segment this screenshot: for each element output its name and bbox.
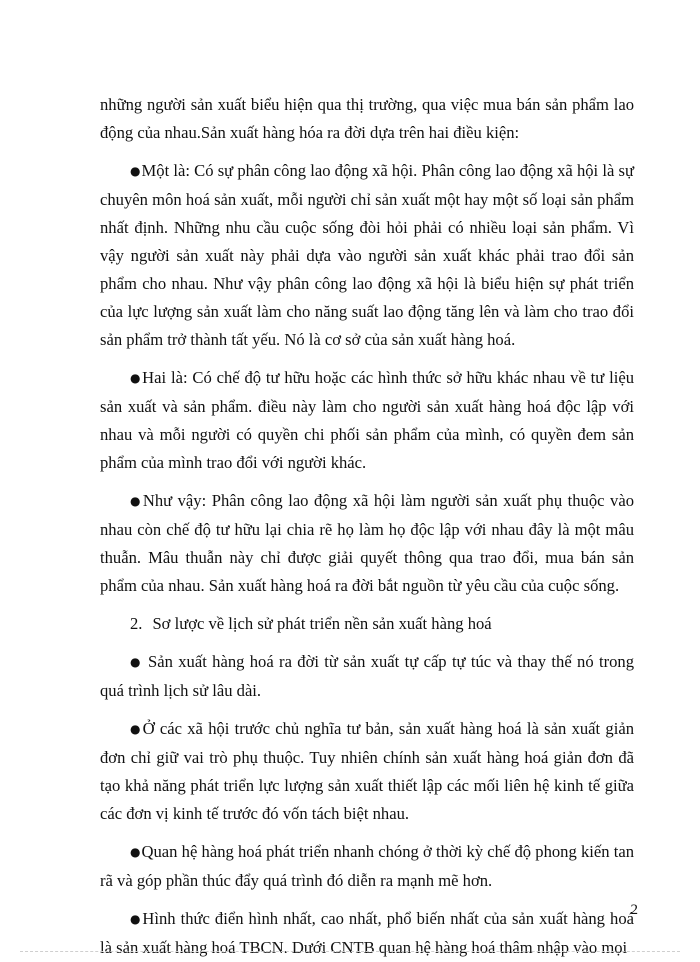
section-heading <box>100 610 634 638</box>
bullet-icon: ● <box>130 164 141 178</box>
page-number: 2 <box>630 902 638 918</box>
paragraph-text: Sản xuất hàng hoá ra đời từ sản xuất tự cấp tự túc và thay thế nó trong quá trình lịch sử lâu dài. <box>100 652 634 700</box>
bullet-icon: ● <box>130 371 142 385</box>
bullet-icon: ● <box>130 912 142 926</box>
section-number: 2. <box>130 614 143 633</box>
paragraph-text: Quan hệ hàng hoá phát triển nhanh chóng ở thời kỳ chế độ phong kiến tan rã và góp phần thúc đẩy quá trình đó diễn ra mạnh mẽ hơn. <box>100 842 634 890</box>
paragraph-conclusion <box>100 487 634 600</box>
bullet-icon: ● <box>130 655 142 669</box>
paragraph-text: Như vậy: Phân công lao động xã hội làm người sản xuất phụ thuộc vào nhau còn chế độ tư hữu lại chia rẽ họ làm họ độc lập với nhau đây là một mâu thuẫn. Mâu thuẫn này chỉ được giải quyết thông qua trao đổi, mua bán sản phẩm của nhau. Sản xuất hàng hoá ra đời bắt nguồn từ yêu cầu của cuộc sống. <box>100 491 634 595</box>
paragraph-text: những người sản xuất biểu hiện qua thị trường, qua việc mua bán sản phẩm lao động của nhau.Sản xuất hàng hóa ra đời dựa trên hai điều kiện: <box>100 95 634 142</box>
paragraph-history-three <box>100 838 634 895</box>
bullet-icon: ● <box>130 494 142 508</box>
paragraph-history-two <box>100 715 634 828</box>
document-body <box>100 91 634 962</box>
paragraph-text: Một là: Có sự phân công lao động xã hội. Phân công lao động xã hội là sự chuyên môn hoá sản xuất, mỗi người chỉ sản xuất một hay một số loại sản phẩm nhất định. Những nhu cầu cuộc sống đòi hỏi phải có nhiều loại sản phẩm. Vì vậy người sản xuất này phải dựa vào người sản xuất khác phải trao đổi sản phẩm cho nhau. Như vậy phân công lao động xã hội là biểu hiện sự phát triển của lực lượng sản xuất làm cho năng suất lao động tăng lên và làm cho trao đổi sản phẩm trở thành tất yếu. Nó là cơ sở của sản xuất hàng hoá. <box>100 161 634 349</box>
paragraph-intro <box>100 91 634 147</box>
paragraph-history-four <box>100 905 634 962</box>
paragraph-condition-one <box>100 157 634 354</box>
bullet-icon: ● <box>130 845 141 859</box>
paragraph-text: Ở các xã hội trước chủ nghĩa tư bản, sản xuất hàng hoá là sản xuất giản đơn chỉ giữ vai trò phụ thuộc. Tuy nhiên chính sản xuất hàng hoá giản đơn đã tạo khả năng phát triển lực lượng sản xuất thiết lập các mối liên hệ kinh tế giữa các đơn vị kinh tế trước đó vốn tách biệt nhau. <box>100 719 634 823</box>
paragraph-text: Hình thức điển hình nhất, cao nhất, phổ biến nhất của sản xuất hàng hoá là sản xuất hàng hoá TBCN. Dưới CNTB quan hệ hàng hoá thâm nhập vào mọi <box>100 909 634 957</box>
paragraph-history-one <box>100 648 634 705</box>
bullet-icon: ● <box>130 722 142 736</box>
footer-divider <box>20 951 680 952</box>
paragraph-condition-two <box>100 364 634 477</box>
section-heading-text: Sơ lược về lịch sử phát triển nền sản xuất hàng hoá <box>152 614 492 633</box>
paragraph-text: Hai là: Có chế độ tư hữu hoặc các hình thức sở hữu khác nhau về tư liệu sản xuất và sản phẩm. điều này làm cho người sản xuất hàng hoá độc lập với nhau và mỗi người có quyền chi phối sản phẩm của mình, có quyền đem sản phẩm của mình trao đổi với người khác. <box>100 368 634 472</box>
